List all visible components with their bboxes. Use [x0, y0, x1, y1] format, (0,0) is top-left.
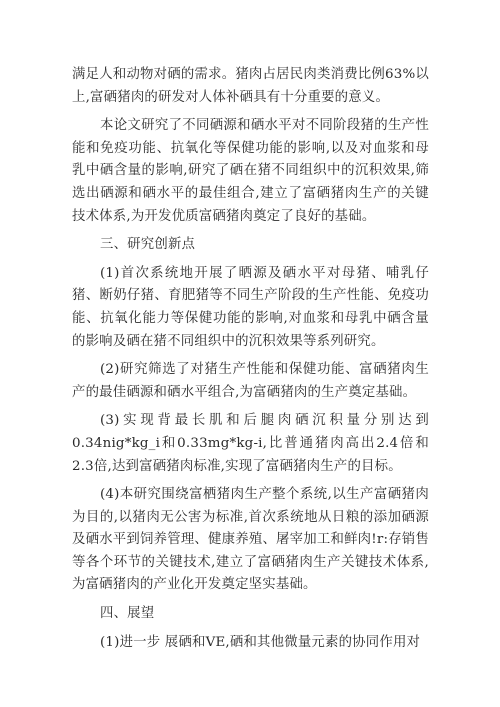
section-heading-innovations: 三、研究创新点 [100, 237, 196, 253]
paragraph-outlook-1: (1)进一步 展硒和VE,硒和其他微量元素的协同作用对 [100, 634, 421, 650]
paragraph-innovation-1: (1)首次系统地开展了晒源及硒水平对母猪、哺乳仔猪、断奶仔猪、育肥猪等不同生产阶段的生产性能、免疫功能、抗氧化能力等保健功能的影响,对血浆和母乳中硒含量的影响及硒在猪不同组织中的沉积效果等系列研究。 [72, 265, 429, 349]
paragraph-innovation-3: (3)实现背最长肌和后腿肉硒沉积量分别达到0.34nig*kg_i和0.33mg*kg-i,比普通猪肉高出2.4倍和2.3倍,达到富硒猪肉标准,实现了富硒猪肉生产的目标。 [72, 413, 429, 474]
paragraph-intro-end: 满足人和动物对硒的需求。猪肉占居民肉类消费比例63%以上,富硒猪肉的研发对人体补硒具有十分重要的意义。 [72, 67, 429, 105]
paragraph-innovation-2: (2)研究筛选了对猪生产性能和保健功能、富硒猪肉生产的最佳硒源和硒水平组合,为富硒猪肉的生产奠定基础。 [72, 362, 429, 400]
document-body [72, 64, 429, 654]
paragraph-innovation-4: (4)本研究围绕富栖猪肉生产整个系统,以生产富硒猪肉为目的,以猪肉无公害为标准,首次系统地从日粮的添加硒源及硒水平到饲养管理、健康养殖、屠宰加工和鲜肉!r:存销售等各个环节的关键技术,建立了富硒猪肉生产关键技术体系,为富硒猪肉的产业化开发奠定坚实基础。 [72, 487, 429, 593]
paragraph-summary: 本论文研究了不同硒源和硒水平对不同阶段猪的生产性能和免疫功能、抗氧化等保健功能的影响,以及对血浆和母乳中硒含量的影响,研究了硒在猪不同组织中的沉积效果,筛选出硒源和硒水平的最佳组合,建立了富硒猪肉生产的关键技术体系,为开发优质富硒猪肉奠定了良好的基础。 [72, 118, 429, 224]
section-heading-outlook: 四、展望 [100, 606, 155, 622]
